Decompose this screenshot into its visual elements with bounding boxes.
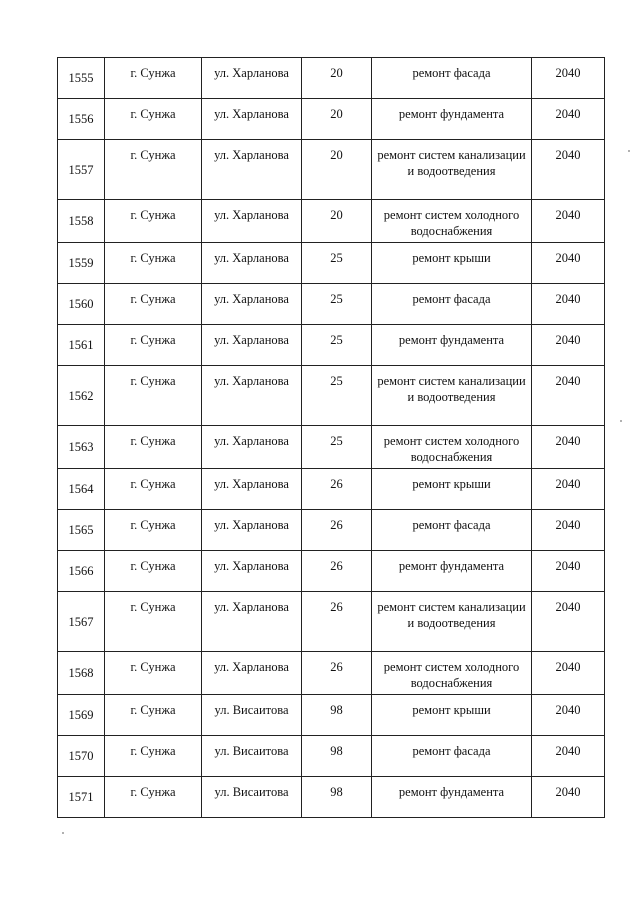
cell-number: 1558: [58, 200, 105, 243]
cell-work-type: ремонт крыши: [372, 243, 532, 284]
cell-work-type: ремонт крыши: [372, 469, 532, 510]
cell-number: 1561: [58, 325, 105, 366]
cell-street: ул. Харланова: [202, 200, 302, 243]
cell-house: 25: [302, 366, 372, 426]
cell-street: ул. Харланова: [202, 652, 302, 695]
cell-street: ул. Висаитова: [202, 777, 302, 818]
cell-work-type: ремонт фасада: [372, 510, 532, 551]
cell-house: 25: [302, 243, 372, 284]
cell-number: 1557: [58, 140, 105, 200]
cell-street: ул. Харланова: [202, 510, 302, 551]
cell-street: ул. Харланова: [202, 592, 302, 652]
cell-city: г. Сунжа: [105, 551, 202, 592]
cell-house: 26: [302, 551, 372, 592]
cell-house: 98: [302, 777, 372, 818]
cell-house: 20: [302, 58, 372, 99]
table-row: [58, 469, 605, 510]
cell-city: г. Сунжа: [105, 592, 202, 652]
cell-house: 26: [302, 469, 372, 510]
cell-year: 2040: [532, 140, 605, 200]
cell-street: ул. Харланова: [202, 284, 302, 325]
cell-city: г. Сунжа: [105, 426, 202, 469]
cell-city: г. Сунжа: [105, 325, 202, 366]
cell-number: 1564: [58, 469, 105, 510]
cell-number: 1566: [58, 551, 105, 592]
cell-number: 1571: [58, 777, 105, 818]
scan-speck: [628, 150, 630, 152]
repair-schedule-table: [57, 57, 605, 818]
cell-work-type: ремонт фасада: [372, 736, 532, 777]
cell-street: ул. Висаитова: [202, 695, 302, 736]
cell-work-type: ремонт фундамента: [372, 551, 532, 592]
cell-city: г. Сунжа: [105, 695, 202, 736]
table-row: [58, 510, 605, 551]
cell-work-type: ремонт систем холодного водоснабжения: [372, 200, 532, 243]
cell-work-type: ремонт фундамента: [372, 99, 532, 140]
cell-year: 2040: [532, 736, 605, 777]
cell-street: ул. Харланова: [202, 99, 302, 140]
cell-city: г. Сунжа: [105, 469, 202, 510]
cell-street: ул. Харланова: [202, 366, 302, 426]
cell-year: 2040: [532, 284, 605, 325]
cell-number: 1568: [58, 652, 105, 695]
table-row: [58, 551, 605, 592]
cell-year: 2040: [532, 99, 605, 140]
cell-city: г. Сунжа: [105, 99, 202, 140]
cell-number: 1559: [58, 243, 105, 284]
table-row: [58, 426, 605, 469]
cell-number: 1562: [58, 366, 105, 426]
cell-year: 2040: [532, 551, 605, 592]
cell-work-type: ремонт фасада: [372, 284, 532, 325]
cell-city: г. Сунжа: [105, 58, 202, 99]
table-row: [58, 325, 605, 366]
cell-house: 25: [302, 426, 372, 469]
cell-year: 2040: [532, 510, 605, 551]
cell-year: 2040: [532, 469, 605, 510]
cell-number: 1567: [58, 592, 105, 652]
cell-work-type: ремонт фундамента: [372, 777, 532, 818]
cell-number: 1556: [58, 99, 105, 140]
cell-work-type: ремонт крыши: [372, 695, 532, 736]
cell-number: 1563: [58, 426, 105, 469]
cell-house: 26: [302, 592, 372, 652]
cell-number: 1570: [58, 736, 105, 777]
table-row: [58, 592, 605, 652]
cell-city: г. Сунжа: [105, 200, 202, 243]
table-row: [58, 652, 605, 695]
cell-number: 1555: [58, 58, 105, 99]
cell-city: г. Сунжа: [105, 284, 202, 325]
cell-city: г. Сунжа: [105, 243, 202, 284]
table-body: [58, 58, 605, 818]
cell-work-type: ремонт систем канализации и водоотведения: [372, 366, 532, 426]
cell-street: ул. Харланова: [202, 58, 302, 99]
cell-year: 2040: [532, 426, 605, 469]
cell-year: 2040: [532, 243, 605, 284]
cell-year: 2040: [532, 695, 605, 736]
table-row: [58, 140, 605, 200]
cell-street: ул. Харланова: [202, 243, 302, 284]
table-row: [58, 200, 605, 243]
cell-city: г. Сунжа: [105, 140, 202, 200]
cell-house: 25: [302, 284, 372, 325]
cell-house: 25: [302, 325, 372, 366]
cell-year: 2040: [532, 777, 605, 818]
cell-year: 2040: [532, 325, 605, 366]
cell-number: 1565: [58, 510, 105, 551]
cell-house: 26: [302, 652, 372, 695]
cell-city: г. Сунжа: [105, 366, 202, 426]
cell-street: ул. Харланова: [202, 325, 302, 366]
cell-number: 1569: [58, 695, 105, 736]
cell-house: 20: [302, 140, 372, 200]
cell-work-type: ремонт систем холодного водоснабжения: [372, 426, 532, 469]
scan-speck: [62, 832, 64, 834]
cell-street: ул. Харланова: [202, 426, 302, 469]
cell-city: г. Сунжа: [105, 777, 202, 818]
cell-city: г. Сунжа: [105, 736, 202, 777]
cell-house: 98: [302, 695, 372, 736]
table-row: [58, 99, 605, 140]
scan-speck: [620, 420, 622, 422]
table-row: [58, 58, 605, 99]
cell-number: 1560: [58, 284, 105, 325]
cell-house: 98: [302, 736, 372, 777]
table-row: [58, 695, 605, 736]
table-row: [58, 777, 605, 818]
table-row: [58, 736, 605, 777]
cell-year: 2040: [532, 58, 605, 99]
cell-city: г. Сунжа: [105, 652, 202, 695]
cell-year: 2040: [532, 592, 605, 652]
cell-year: 2040: [532, 652, 605, 695]
cell-work-type: ремонт систем холодного водоснабжения: [372, 652, 532, 695]
cell-house: 20: [302, 99, 372, 140]
table-row: [58, 284, 605, 325]
cell-street: ул. Харланова: [202, 551, 302, 592]
table-row: [58, 366, 605, 426]
table-row: [58, 243, 605, 284]
cell-street: ул. Висаитова: [202, 736, 302, 777]
cell-street: ул. Харланова: [202, 469, 302, 510]
cell-city: г. Сунжа: [105, 510, 202, 551]
cell-year: 2040: [532, 200, 605, 243]
cell-house: 26: [302, 510, 372, 551]
cell-work-type: ремонт фасада: [372, 58, 532, 99]
cell-work-type: ремонт фундамента: [372, 325, 532, 366]
cell-street: ул. Харланова: [202, 140, 302, 200]
cell-year: 2040: [532, 366, 605, 426]
cell-house: 20: [302, 200, 372, 243]
cell-work-type: ремонт систем канализации и водоотведения: [372, 140, 532, 200]
cell-work-type: ремонт систем канализации и водоотведения: [372, 592, 532, 652]
